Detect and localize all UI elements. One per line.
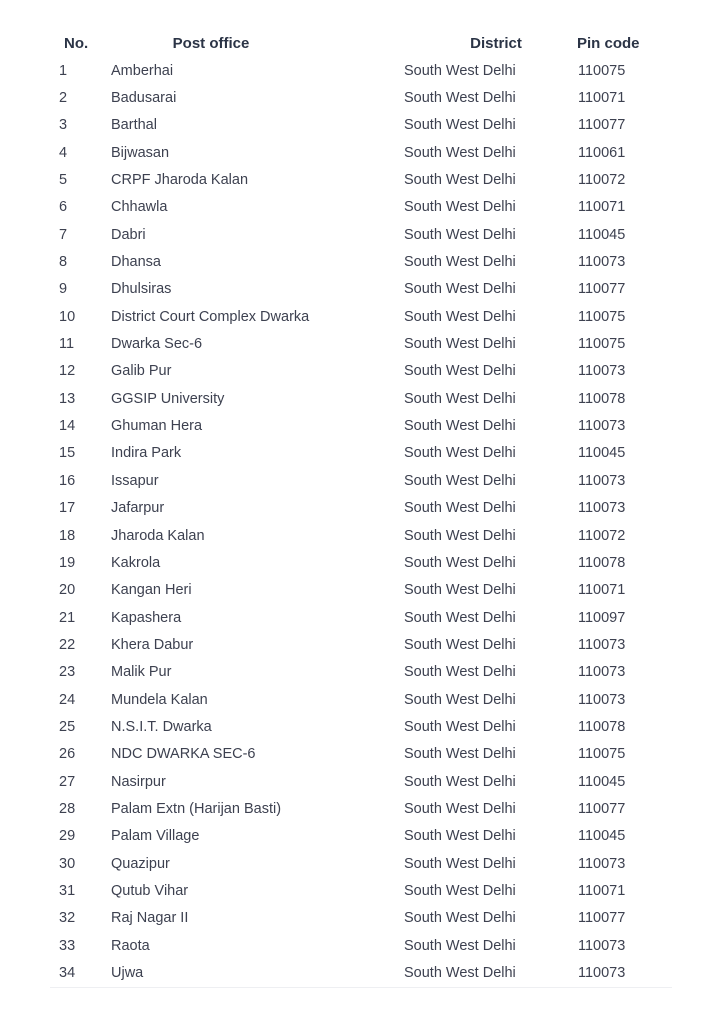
cell-district: South West Delhi (404, 500, 516, 517)
table-header (50, 30, 672, 57)
cell-pin-code: 110073 (578, 636, 626, 653)
table-row (50, 905, 672, 932)
post-office-table-container (50, 30, 672, 988)
cell-number: 23 (59, 664, 76, 681)
cell-district: South West Delhi (404, 144, 516, 161)
table-row (50, 549, 672, 576)
cell-number: 1 (59, 62, 68, 79)
cell-district: South West Delhi (404, 308, 516, 325)
cell-pin-code: 110073 (578, 472, 626, 489)
cell-pin-code: 110077 (578, 910, 626, 927)
cell-number: 13 (59, 390, 76, 407)
column-header-district: District (470, 35, 522, 52)
table-row (50, 495, 672, 522)
cell-post-office: Chhawla (111, 199, 168, 216)
table-row (50, 330, 672, 357)
cell-post-office: Ghuman Hera (111, 418, 203, 435)
cell-district: South West Delhi (404, 172, 516, 189)
header-row (50, 30, 672, 57)
cell-number: 27 (59, 773, 76, 790)
cell-post-office: Palam Village (111, 828, 200, 845)
table-row (50, 412, 672, 439)
cell-pin-code: 110073 (578, 937, 626, 954)
cell-number: 9 (59, 281, 68, 298)
cell-number: 29 (59, 828, 76, 845)
table-row (50, 768, 672, 795)
table-row (50, 57, 672, 84)
table-row (50, 604, 672, 631)
cell-district: South West Delhi (404, 882, 516, 899)
cell-post-office: Kapashera (111, 609, 182, 626)
cell-district: South West Delhi (404, 390, 516, 407)
cell-pin-code: 110071 (578, 882, 626, 899)
cell-post-office: Nasirpur (111, 773, 166, 790)
cell-post-office: Palam Extn (Harijan Basti) (111, 800, 282, 817)
table-row (50, 84, 672, 111)
cell-district: South West Delhi (404, 336, 516, 353)
table-row (50, 850, 672, 877)
cell-pin-code: 110075 (578, 746, 626, 763)
table-row (50, 522, 672, 549)
cell-pin-code: 110073 (578, 855, 626, 872)
cell-pin-code: 110075 (578, 308, 626, 325)
table-row (50, 823, 672, 850)
cell-district: South West Delhi (404, 718, 516, 735)
cell-post-office: Dhulsiras (111, 281, 172, 298)
cell-district: South West Delhi (404, 828, 516, 845)
cell-number: 11 (59, 336, 75, 353)
cell-district: South West Delhi (404, 636, 516, 653)
cell-number: 8 (59, 254, 68, 271)
cell-pin-code: 110071 (578, 90, 626, 107)
table-row (50, 221, 672, 248)
table-row (50, 385, 672, 412)
cell-post-office: NDC DWARKA SEC-6 (111, 746, 256, 763)
cell-district: South West Delhi (404, 937, 516, 954)
table-row (50, 713, 672, 740)
cell-district: South West Delhi (404, 691, 516, 708)
table-row (50, 959, 672, 987)
cell-pin-code: 110073 (578, 418, 626, 435)
cell-district: South West Delhi (404, 609, 516, 626)
cell-district: South West Delhi (404, 472, 516, 489)
cell-post-office: Ujwa (108, 959, 404, 987)
cell-district: South West Delhi (404, 199, 516, 216)
cell-district: South West Delhi (404, 664, 516, 681)
cell-number: 19 (59, 554, 76, 571)
cell-district: South West Delhi (404, 281, 516, 298)
column-header-pin-code: Pin code (577, 35, 640, 52)
cell-number: 21 (59, 609, 76, 626)
cell-number: 14 (59, 418, 76, 435)
table-row (50, 358, 672, 385)
column-header-post-office: Post office (172, 35, 250, 52)
cell-pin-code: 110073 (578, 363, 626, 380)
cell-number: 24 (59, 691, 76, 708)
table-row (50, 440, 672, 467)
cell-post-office: Galib Pur (111, 363, 172, 380)
cell-district: South West Delhi (404, 254, 516, 271)
cell-pin-code: 110078 (578, 390, 626, 407)
cell-pin-code: 110073 (578, 500, 626, 517)
cell-pin-code: 110078 (578, 554, 626, 571)
cell-pin-code: 110075 (578, 62, 626, 79)
cell-pin-code: 110071 (578, 199, 626, 216)
cell-number: 25 (59, 718, 76, 735)
cell-number: 34 (50, 959, 108, 987)
cell-district: South West Delhi (404, 90, 516, 107)
cell-pin-code: 110075 (578, 336, 626, 353)
cell-district: South West Delhi (404, 418, 516, 435)
cell-district: South West Delhi (404, 62, 516, 79)
cell-post-office: Quazipur (111, 855, 170, 872)
table-row (50, 139, 672, 166)
cell-pin-code: 110061 (578, 144, 626, 161)
cell-pin-code: 110072 (578, 172, 626, 189)
cell-number: 18 (59, 527, 76, 544)
cell-number: 33 (59, 937, 76, 954)
cell-pin-code: 110045 (578, 828, 626, 845)
cell-post-office: Issapur (111, 472, 159, 489)
cell-post-office: Khera Dabur (111, 636, 194, 653)
cell-post-office: Badusarai (111, 90, 177, 107)
cell-number: 6 (59, 199, 68, 216)
cell-district: South West Delhi (404, 773, 516, 790)
cell-post-office: District Court Complex Dwarka (111, 308, 310, 325)
cell-post-office: Jafarpur (111, 500, 165, 517)
cell-district: South West Delhi (404, 117, 516, 134)
cell-number: 3 (59, 117, 68, 134)
cell-post-office: Raj Nagar II (111, 910, 189, 927)
cell-pin-code: 110078 (578, 718, 626, 735)
cell-number: 32 (59, 910, 76, 927)
table-row (50, 248, 672, 275)
table-row (50, 686, 672, 713)
cell-post-office: Jharoda Kalan (111, 527, 205, 544)
cell-post-office: GGSIP University (111, 390, 225, 407)
cell-number: 5 (59, 172, 68, 189)
table-row (50, 795, 672, 822)
table-row (50, 166, 672, 193)
cell-post-office: Indira Park (111, 445, 182, 462)
cell-number: 17 (59, 500, 76, 517)
cell-pin-code: 110097 (578, 609, 626, 626)
cell-post-office: Mundela Kalan (111, 691, 208, 708)
cell-district: South West Delhi (404, 582, 516, 599)
cell-pin-code: 110073 (578, 664, 626, 681)
cell-pin-code: 110073 (576, 959, 672, 987)
cell-district: South West Delhi (404, 554, 516, 571)
cell-pin-code: 110045 (578, 226, 626, 243)
cell-post-office: Dhansa (111, 254, 161, 271)
cell-pin-code: 110073 (578, 254, 626, 271)
table-row (50, 741, 672, 768)
table-row (50, 194, 672, 221)
cell-post-office: Kakrola (111, 554, 161, 571)
table-body (50, 57, 672, 987)
cell-district: South West Delhi (404, 363, 516, 380)
cell-district: South West Delhi (404, 959, 576, 987)
cell-district: South West Delhi (404, 527, 516, 544)
cell-district: South West Delhi (404, 226, 516, 243)
table-row (50, 303, 672, 330)
cell-number: 31 (59, 882, 76, 899)
cell-post-office: Dwarka Sec-6 (111, 336, 203, 353)
cell-number: 15 (59, 445, 76, 462)
column-header-no: No. (64, 35, 89, 52)
cell-district: South West Delhi (404, 746, 516, 763)
cell-number: 20 (59, 582, 76, 599)
cell-pin-code: 110077 (578, 281, 626, 298)
table-row (50, 112, 672, 139)
cell-pin-code: 110077 (578, 117, 626, 134)
cell-district: South West Delhi (404, 445, 516, 462)
cell-number: 16 (59, 472, 76, 489)
cell-district: South West Delhi (404, 800, 516, 817)
table-row (50, 659, 672, 686)
cell-post-office: Qutub Vihar (111, 882, 189, 899)
cell-post-office: Raota (111, 937, 150, 954)
table-row (50, 877, 672, 904)
cell-number: 10 (59, 308, 76, 325)
cell-number: 22 (59, 636, 76, 653)
cell-number: 2 (59, 90, 68, 107)
cell-post-office: Malik Pur (111, 664, 172, 681)
cell-pin-code: 110071 (578, 582, 626, 599)
cell-pin-code: 110072 (578, 527, 626, 544)
cell-post-office: Dabri (111, 226, 146, 243)
cell-post-office: N.S.I.T. Dwarka (111, 718, 212, 735)
cell-pin-code: 110045 (578, 773, 626, 790)
cell-post-office: CRPF Jharoda Kalan (111, 172, 249, 189)
cell-post-office: Barthal (111, 117, 157, 134)
cell-number: 30 (59, 855, 76, 872)
cell-number: 7 (59, 226, 68, 243)
cell-post-office: Amberhai (111, 62, 174, 79)
table-row (50, 932, 672, 959)
table-row (50, 631, 672, 658)
post-office-table (50, 30, 672, 988)
cell-post-office: Bijwasan (111, 144, 170, 161)
cell-district: South West Delhi (404, 855, 516, 872)
cell-pin-code: 110073 (578, 691, 626, 708)
cell-number: 28 (59, 800, 76, 817)
cell-district: South West Delhi (404, 910, 516, 927)
table-row (50, 467, 672, 494)
cell-number: 26 (59, 746, 76, 763)
table-row (50, 577, 672, 604)
cell-pin-code: 110045 (578, 445, 626, 462)
cell-pin-code: 110077 (578, 800, 626, 817)
table-row (50, 276, 672, 303)
cell-number: 12 (59, 363, 76, 380)
cell-post-office: Kangan Heri (111, 582, 192, 599)
cell-number: 4 (59, 144, 68, 161)
